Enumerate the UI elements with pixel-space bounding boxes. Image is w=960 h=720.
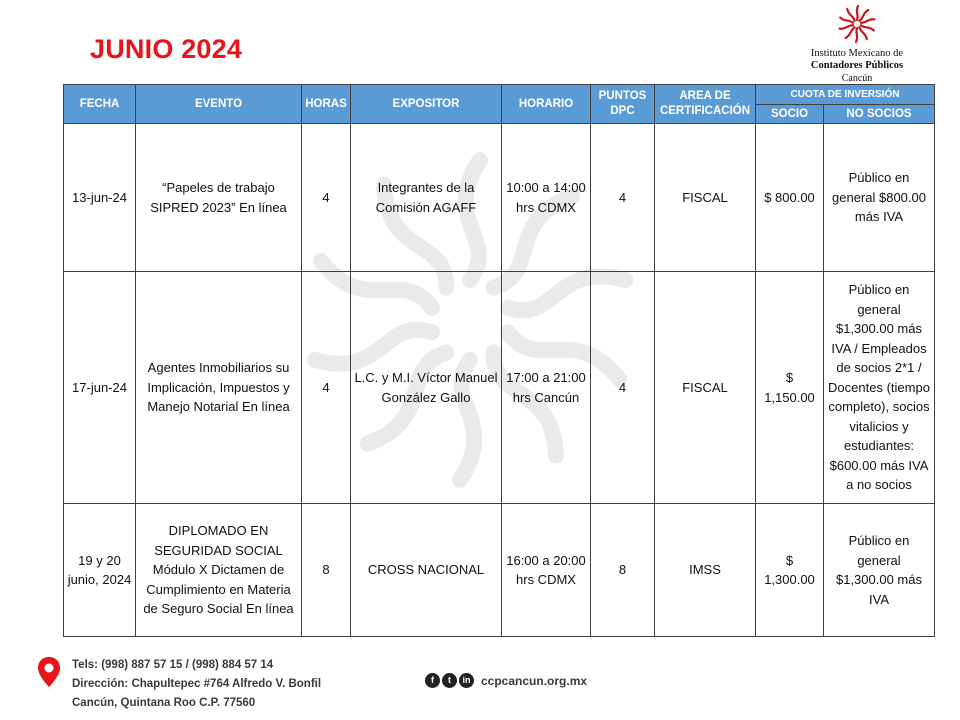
- header-horario: HORARIO: [502, 85, 591, 124]
- cell-horario: 16:00 a 20:00 hrs CDMX: [502, 504, 591, 637]
- phone-label: Tels:: [72, 659, 98, 671]
- header-no-socios: NO SOCIOS: [824, 105, 935, 124]
- header-cuota: CUOTA DE INVERSIÓN: [756, 85, 935, 105]
- social-links: [425, 673, 587, 688]
- cell-socio: $ 1,150.00: [756, 272, 824, 504]
- cell-area: FISCAL: [655, 124, 756, 272]
- address-value: Chapultepec #764 Alfredo V. Bonfil: [131, 678, 322, 690]
- website-link[interactable]: ccpcancun.org.mx: [481, 673, 588, 688]
- page-title: JUNIO 2024: [90, 34, 243, 64]
- address-line: [72, 675, 321, 694]
- facebook-icon[interactable]: f: [425, 673, 440, 688]
- cell-area: FISCAL: [655, 272, 756, 504]
- cell-puntos: 4: [591, 124, 655, 272]
- table-row: [64, 124, 935, 272]
- header-puntos-dpc: PUNTOS DPC: [591, 85, 655, 124]
- header-expositor: EXPOSITOR: [351, 85, 502, 124]
- header-fecha: FECHA: [64, 85, 136, 124]
- cell-evento: Agentes Inmobiliarios su Implicación, Impuestos y Manejo Notarial En línea: [136, 272, 302, 504]
- twitter-icon[interactable]: t: [442, 673, 457, 688]
- cell-puntos: 4: [591, 272, 655, 504]
- cell-fecha: 13-jun-24: [64, 124, 136, 272]
- cell-puntos: 8: [591, 504, 655, 637]
- linkedin-icon[interactable]: in: [459, 673, 474, 688]
- location-pin-icon: [36, 656, 62, 688]
- city-line: Cancún, Quintana Roo C.P. 77560: [72, 697, 256, 709]
- cell-no-socios: Público en general $1,300.00 más IVA / Empleados de socios 2*1 / Docentes (tiempo completo), socios vitalicios y estudiantes: $600.00 más IVA a no socios: [824, 272, 935, 504]
- cell-socio: $ 800.00: [756, 124, 824, 272]
- org-name-line1: Instituto Mexicano de: [810, 48, 904, 59]
- cell-fecha: 19 y 20 junio, 2024: [64, 504, 136, 637]
- header-horas: HORAS: [302, 85, 351, 124]
- cell-horas: 4: [302, 272, 351, 504]
- cell-area: IMSS: [655, 504, 756, 637]
- cell-no-socios: Público en general $800.00 más IVA: [824, 124, 935, 272]
- cell-expositor: CROSS NACIONAL: [351, 504, 502, 637]
- imcp-emblem-icon: [837, 4, 877, 44]
- cell-evento: DIPLOMADO EN SEGURIDAD SOCIAL Módulo X Dictamen de Cumplimiento en Materia de Seguro Social En línea: [136, 504, 302, 637]
- cell-no-socios: Público en general $1,300.00 más IVA: [824, 504, 935, 637]
- org-logo: [792, 4, 922, 86]
- cell-horas: 4: [302, 124, 351, 272]
- header-evento: EVENTO: [136, 85, 302, 124]
- cell-socio: $ 1,300.00: [756, 504, 824, 637]
- events-table: [63, 84, 935, 637]
- org-city: Cancún: [841, 73, 873, 84]
- cell-expositor: L.C. y M.I. Víctor Manuel González Gallo: [351, 272, 502, 504]
- cell-evento: “Papeles de trabajo SIPRED 2023” En línea: [136, 124, 302, 272]
- cell-horas: 8: [302, 504, 351, 637]
- org-name-line2: Contadores Públicos: [810, 60, 904, 71]
- header-socio: SOCIO: [756, 105, 824, 124]
- table-row: [64, 272, 935, 504]
- cell-horario: 17:00 a 21:00 hrs Cancún: [502, 272, 591, 504]
- cell-fecha: 17-jun-24: [64, 272, 136, 504]
- phone-numbers: (998) 887 57 15 / (998) 884 57 14: [101, 659, 274, 671]
- address-label: Dirección:: [72, 678, 129, 690]
- table-row: [64, 504, 935, 637]
- header-area: AREA DE CERTIFICACIÓN: [655, 85, 756, 124]
- cell-expositor: Integrantes de la Comisión AGAFF: [351, 124, 502, 272]
- contact-info: [72, 656, 321, 713]
- phone-line: [72, 656, 321, 675]
- cell-horario: 10:00 a 14:00 hrs CDMX: [502, 124, 591, 272]
